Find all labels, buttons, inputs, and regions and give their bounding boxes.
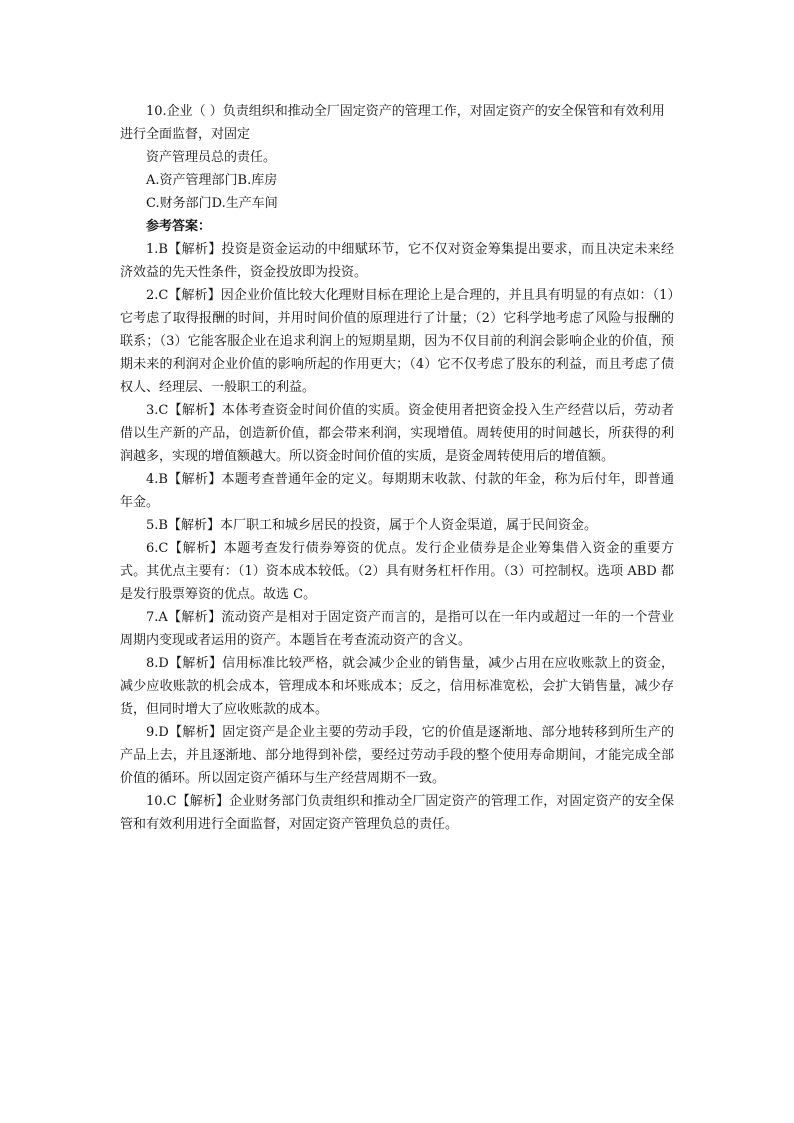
question-option-line-2: C.财务部门D.生产车间 [146, 196, 278, 211]
answer-item-5 [120, 514, 674, 537]
answer-item-1 [120, 238, 674, 284]
answer-prefix: 3.C【解析】 [146, 403, 222, 418]
answer-text: 企业财务部门负责组织和推动全厂固定资产的管理工作，对固定资产的安全保管和有效利用进行全面监督，对固定资产管理负总的责任。 [120, 794, 674, 832]
answer-prefix: 10.C【解析】 [146, 794, 230, 809]
answer-text: 固定资产是企业主要的劳动手段，它的价值是逐渐地、部分地转移到所生产的产品上去，并且逐渐地、部分地得到补偿，要经过劳动手段的整个使用寿命期间，才能完成全部价值的循环。所以固定资产循环与生产经营周期不一致。 [120, 725, 674, 786]
answer-item-10 [120, 790, 674, 836]
question-option-line-1: A.资产管理部门B.库房 [146, 173, 278, 188]
question-text-continued: 资产管理员总的责任。 [146, 150, 277, 165]
answer-item-6 [120, 537, 674, 606]
answer-text: 流动资产是相对于固定资产而言的，是指可以在一年内或超过一年的一个营业周期内变现或者运用的资产。本题旨在考查流动资产的含义。 [120, 610, 674, 648]
answer-item-7 [120, 606, 674, 652]
answer-prefix: 7.A【解析】 [146, 610, 222, 625]
answer-item-2 [120, 284, 674, 399]
document-content [120, 100, 674, 836]
answer-text: 投资是资金运动的中细赋环节，它不仅对资金筹集提出要求，而且决定未来经济效益的先天性条件，资金投放即为投资。 [120, 242, 674, 280]
answer-item-9 [120, 721, 674, 790]
answer-text: 本体考查资金时间价值的实质。资金使用者把资金投入生产经营以后，劳动者借以生产新的产品，创造新价值，都会带来利润，实现增值。周转使用的时间越长，所获得的利润越多，实现的增值额越大。所以资金时间价值的实质，是资金周转使用后的增值额。 [120, 403, 674, 464]
answer-prefix: 8.D【解析】 [146, 656, 223, 671]
answer-item-8 [120, 652, 674, 721]
answer-prefix: 9.D【解析】 [146, 725, 223, 740]
answer-text: 信用标准比较严格，就会减少企业的销售量，减少占用在应收账款上的资金，减少应收账款的机会成本，管理成本和坏账成本；反之，信用标准宽松，会扩大销售量，减少存货，但同时增大了应收账款的成本。 [120, 656, 674, 717]
answer-prefix: 2.C【解析】 [146, 288, 221, 303]
answer-prefix: 5.B【解析】 [146, 518, 220, 533]
answer-prefix: 6.C【解析】 [146, 541, 224, 556]
answer-prefix: 4.B【解析】 [146, 472, 222, 487]
answer-text: 本题考查发行债券筹资的优点。发行企业债券是企业筹集借入资金的重要方式。其优点主要有：（1）资本成本较低。（2）具有财务杠杆作用。（3）可控制权。选项 ABD 都是发行股票筹资的优点。故选 C。 [120, 541, 674, 602]
answer-item-3 [120, 399, 674, 468]
answers-heading: 参考答案： [146, 219, 212, 234]
answer-prefix: 1.B【解析】 [146, 242, 222, 257]
answer-text: 因企业价值比较大化理财目标在理论上是合理的，并且具有明显的有点如：（1）它考虑了取得报酬的时间，并用时间价值的原理进行了计量；（2）它科学地考虑了风险与报酬的联系；（3）它能客服企业在追求利润上的短期星期，因为不仅目前的利润会影响企业的价值，预期未来的利润对企业价值的影响所起的作用更大；（4）它不仅考虑了股东的利益，而且考虑了债权人、经理层、一般职工的利益。 [120, 288, 674, 395]
answer-text: 本题考查普通年金的定义。每期期末收款、付款的年金，称为后付年，即普通年金。 [120, 472, 674, 510]
answer-item-4 [120, 468, 674, 514]
answer-text: 本厂职工和城乡居民的投资，属于个人资金渠道，属于民间资金。 [219, 518, 597, 533]
question-text: 10.企业（ ）负责组织和推动全厂固定资产的管理工作，对固定资产的安全保管和有效利用进行全面监督，对固定 [120, 104, 665, 142]
